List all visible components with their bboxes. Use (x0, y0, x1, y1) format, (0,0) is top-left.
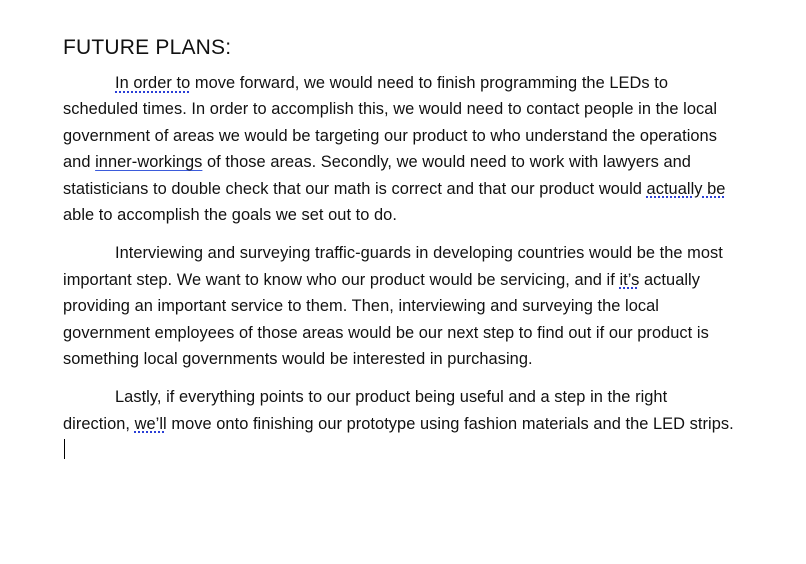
paragraph-3[interactable] (63, 384, 735, 463)
paragraph-3-text-b: move onto finishing our prototype using fashion materials and the LED strips. (166, 414, 734, 433)
spelling-flag-inner-workings[interactable]: inner-workings (95, 153, 203, 172)
paragraph-3-text-a: Lastly, if everything points to our product being useful and a step in the right direction, (63, 388, 668, 433)
grammar-flag-its[interactable]: it’s (619, 270, 640, 289)
document-page[interactable] (63, 34, 735, 476)
grammar-flag-well[interactable]: we’ll (134, 414, 167, 433)
paragraph-1-text-c: able to accomplish the goals we set out to do. (63, 206, 397, 225)
paragraph-2[interactable] (63, 240, 735, 372)
paragraph-1-text-b: of those areas. Secondly, we would need to work with lawyers and statisticians to double check that our math is correct and that our product would (63, 153, 691, 198)
grammar-flag-in-order-to[interactable]: In order to (115, 74, 191, 92)
paragraph-1[interactable] (63, 70, 735, 228)
paragraph-2-text-a: Interviewing and surveying traffic-guards in developing countries would be the most important step. We want to know who our product would be servicing, and if (63, 244, 723, 289)
grammar-flag-actually-be[interactable]: actually be (646, 179, 726, 198)
section-heading: FUTURE PLANS: (63, 36, 232, 59)
text-cursor (64, 439, 65, 459)
paragraph-2-text-b: actually providing an important service to them. Then, interviewing and surveying the local government employees of those areas would be our next step to find out if our product is something local governments would be interested in purchasing. (63, 270, 709, 369)
paragraph-1-text-a: move forward, we would need to finish programming the LEDs to scheduled times. In order to accomplish this, we would need to contact people in the local government of areas we would be targeting our product to who understand the operations and (63, 74, 718, 172)
